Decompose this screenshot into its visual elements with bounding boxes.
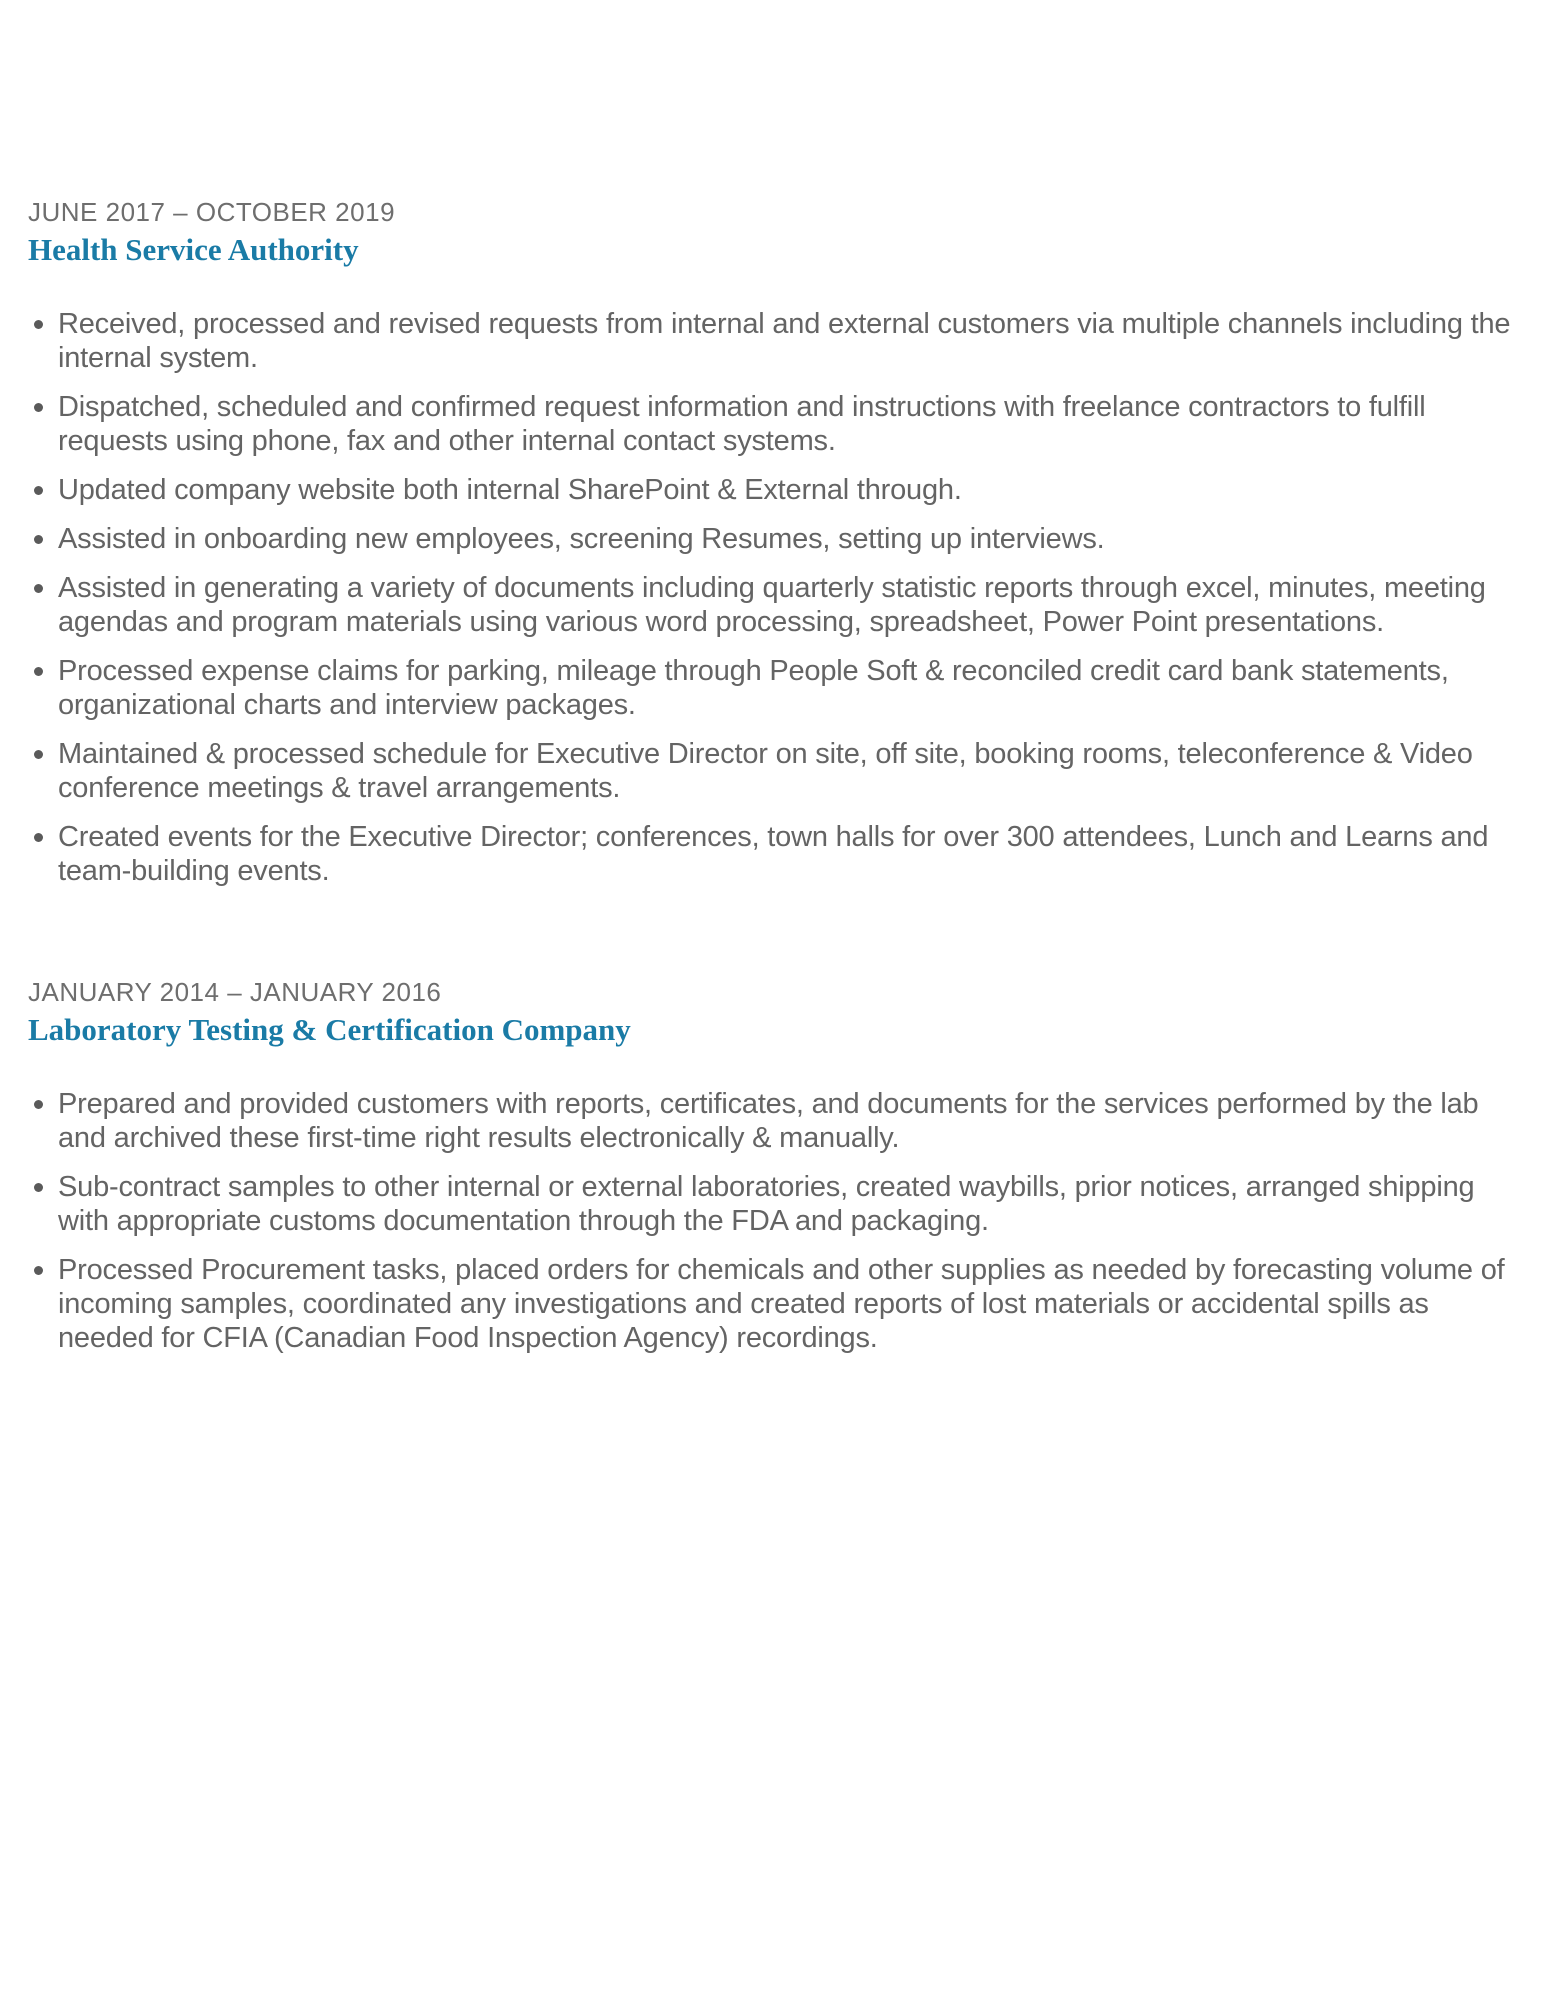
bullet-icon: [34, 535, 43, 544]
job-dates: JUNE 2017 – OCTOBER 2019: [28, 197, 396, 227]
bullet-icon: [34, 403, 43, 412]
experience-section-laboratory-testing: [28, 976, 1515, 1355]
bullet-item: [28, 654, 1515, 722]
bullet-item: [28, 1253, 1515, 1355]
bullet-icon: [34, 486, 43, 495]
bullet-icon: [34, 750, 43, 759]
bullet-text: Maintained & processed schedule for Executive Director on site, off site, booking rooms, teleconference & Video conference meetings & travel arrangements.: [58, 738, 1473, 804]
bullet-text: Updated company website both internal SharePoint & External through.: [58, 474, 962, 506]
bullet-icon: [34, 320, 43, 329]
bullet-item: [28, 522, 1515, 556]
bullet-text: Processed expense claims for parking, mileage through People Soft & reconciled credit card bank statements, organizational charts and interview packages.: [58, 655, 1449, 721]
job-company-title: Laboratory Testing & Certification Company: [28, 1012, 631, 1047]
bullet-item: [28, 737, 1515, 805]
job-bullet-list: [28, 307, 1515, 888]
bullet-text: Assisted in generating a variety of documents including quarterly statistic reports through excel, minutes, meeting agendas and program materials using various word processing, spreadsheet, Power Point presentations.: [58, 572, 1486, 638]
bullet-icon: [34, 833, 43, 842]
bullet-text: Created events for the Executive Director; conferences, town halls for over 300 attendees, Lunch and Learns and team-building events.: [58, 821, 1489, 887]
job-company-title: Health Service Authority: [28, 232, 359, 267]
bullet-item: [28, 473, 1515, 507]
bullet-icon: [34, 1183, 43, 1192]
bullet-item: [28, 390, 1515, 458]
job-dates: JANUARY 2014 – JANUARY 2016: [28, 977, 442, 1007]
bullet-text: Prepared and provided customers with reports, certificates, and documents for the services performed by the lab and archived these first-time right results electronically & manually.: [58, 1088, 1479, 1154]
experience-section-health-service-authority: [28, 196, 1515, 888]
bullet-item: [28, 307, 1515, 375]
bullet-text: Processed Procurement tasks, placed orders for chemicals and other supplies as needed by forecasting volume of incoming samples, coordinated any investigations and created reports of lost materials or accidental spills as needed for CFIA (Canadian Food Inspection Agency) recordings.: [58, 1254, 1505, 1354]
bullet-text: Assisted in onboarding new employees, screening Resumes, setting up interviews.: [58, 523, 1105, 555]
bullet-item: [28, 571, 1515, 639]
bullet-item: [28, 1087, 1515, 1155]
bullet-text: Received, processed and revised requests from internal and external customers via multiple channels including the internal system.: [58, 308, 1511, 374]
bullet-item: [28, 1170, 1515, 1238]
bullet-text: Sub-contract samples to other internal or external laboratories, created waybills, prior notices, arranged shipping with appropriate customs documentation through the FDA and packaging.: [58, 1171, 1475, 1237]
bullet-icon: [34, 1100, 43, 1109]
bullet-icon: [34, 1266, 43, 1275]
job-bullet-list: [28, 1087, 1515, 1355]
bullet-text: Dispatched, scheduled and confirmed request information and instructions with freelance contractors to fulfill requests using phone, fax and other internal contact systems.: [58, 391, 1426, 457]
bullet-icon: [34, 667, 43, 676]
bullet-item: [28, 820, 1515, 888]
bullet-icon: [34, 584, 43, 593]
